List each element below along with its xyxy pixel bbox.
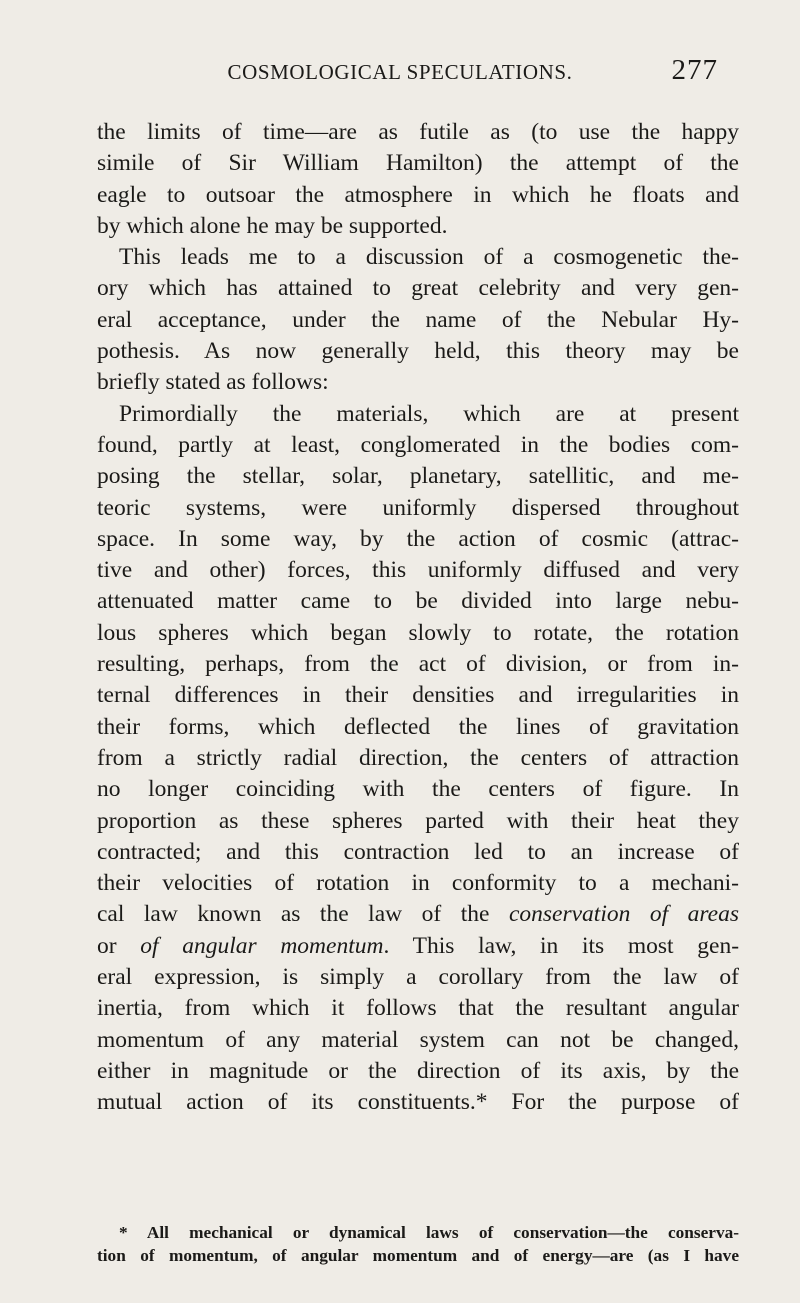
text-line: eral acceptance, under the name of the Nebular Hy- bbox=[97, 306, 739, 333]
text-line: either in magnitude or the direction of its axis, by the bbox=[97, 1057, 739, 1084]
footnote bbox=[97, 1221, 739, 1267]
text-segment: cal law known as the law of the bbox=[97, 901, 490, 928]
text-line: teoric systems, were uniformly dispersed throughout bbox=[97, 494, 739, 521]
text-segment: or bbox=[97, 932, 117, 959]
footnote-line: * All mechanical or dynamical laws of conservation—the conserva- bbox=[119, 1223, 739, 1242]
text-line-with-italic bbox=[97, 899, 739, 930]
text-line: posing the stellar, solar, planetary, satellitic, and me- bbox=[97, 463, 739, 490]
text-segment: . This law, in its most gen- bbox=[383, 932, 740, 959]
text-line-with-italic bbox=[97, 931, 739, 962]
text-line: attenuated matter came to be divided into large nebu- bbox=[97, 588, 739, 615]
text-line: from a strictly radial direction, the centers of attraction bbox=[97, 744, 739, 771]
running-head: COSMOLOGICAL SPECULATIONS. bbox=[227, 60, 573, 84]
text-line: momentum of any material system can not be changed, bbox=[97, 1026, 739, 1053]
text-line: the limits of time—are as futile as (to use the happy bbox=[97, 119, 739, 145]
text-line: resulting, perhaps, from the act of division, or from in- bbox=[97, 651, 739, 678]
text-line: briefly stated as follows: bbox=[97, 369, 329, 396]
text-line: eral expression, is simply a corollary from the law of bbox=[97, 964, 739, 991]
text-line: ory which has attained to great celebrity and very gen- bbox=[97, 275, 739, 302]
italic-phrase: of angular momentum bbox=[140, 932, 384, 959]
page-header bbox=[0, 54, 800, 94]
text-line: ternal differences in their densities and irregularities in bbox=[97, 682, 739, 709]
footnote-line: tion of momentum, of angular momentum and of energy—are (as I have bbox=[97, 1246, 739, 1265]
text-line: their velocities of rotation in conformity to a mechani- bbox=[97, 870, 739, 897]
text-line: tive and other) forces, this uniformly diffused and very bbox=[97, 557, 739, 584]
page-number: 277 bbox=[671, 54, 718, 86]
paragraph-start: Primordially the materials, which are at present bbox=[119, 400, 739, 427]
body-text bbox=[97, 117, 739, 1119]
text-line: by which alone he may be supported. bbox=[97, 212, 448, 239]
text-line: mutual action of its constituents.* For the purpose of bbox=[97, 1089, 739, 1116]
text-line: contracted; and this contraction led to an increase of bbox=[97, 838, 739, 865]
paragraph-start: This leads me to a discussion of a cosmogenetic the- bbox=[119, 244, 739, 271]
text-line: their forms, which deflected the lines of gravitation bbox=[97, 713, 739, 740]
italic-phrase: conservation of areas bbox=[508, 901, 740, 928]
text-line: eagle to outsoar the atmosphere in which he floats and bbox=[97, 181, 739, 208]
text-line: inertia, from which it follows that the resultant angular bbox=[97, 995, 739, 1022]
text-line: pothesis. As now generally held, this theory may be bbox=[97, 338, 739, 365]
text-line: no longer coinciding with the centers of figure. In bbox=[97, 776, 739, 803]
text-line: simile of Sir William Hamilton) the attempt of the bbox=[97, 150, 739, 177]
text-line: space. In some way, by the action of cosmic (attrac- bbox=[97, 525, 739, 552]
text-line: proportion as these spheres parted with their heat they bbox=[97, 807, 739, 834]
text-line: found, partly at least, conglomerated in the bodies com- bbox=[97, 431, 739, 458]
text-line: lous spheres which began slowly to rotate, the rotation bbox=[97, 619, 739, 646]
